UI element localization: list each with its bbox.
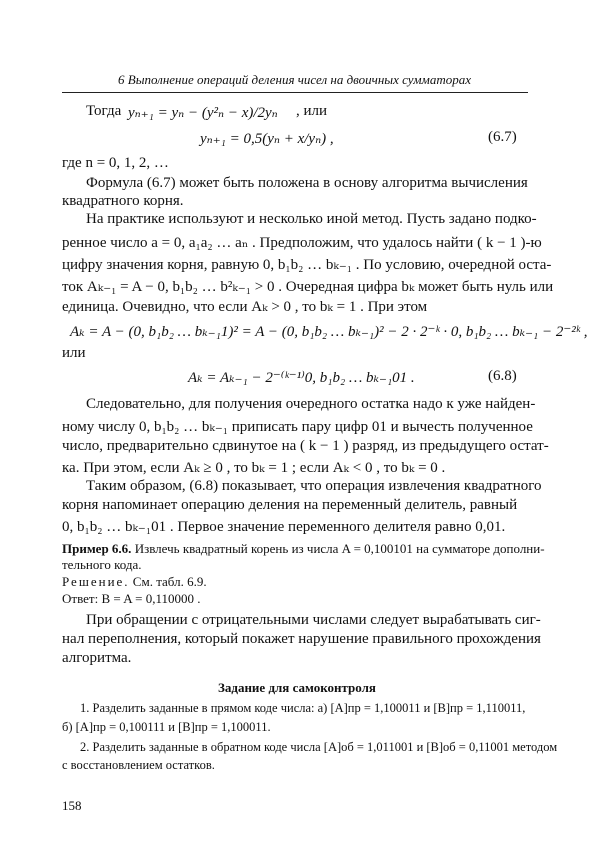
header-rule	[62, 92, 528, 93]
example-text: Извлечь квадратный корень из числа A = 0,100101 на сумматоре дополни-	[131, 541, 545, 556]
example-label: Пример 6.6.	[62, 541, 132, 556]
or-line: или	[62, 345, 86, 361]
practice-para-line-5: единица. Очевидно, что если Aₖ > 0 , то bₖ = 1 . При этом	[62, 299, 428, 315]
equation-6-8-number: (6.8)	[488, 368, 517, 384]
summary-para-line-2: корня напоминает операцию деления на переменный делитель, равный	[62, 497, 518, 513]
summary-para-line-3: 0, b₁b₂ … bₖ₋₁01 . Первое значение переменного делителя равно 0,01.	[62, 519, 506, 535]
remainder-para-line-3: число, предварительно сдвинутое на ( k − 1 ) разряд, из предыдущего остат-	[62, 438, 549, 454]
where-line: где n = 0, 1, 2, …	[62, 155, 169, 171]
running-header: 6 Выполнение операций деления чисел на двоичных сумматорах	[118, 72, 471, 87]
negative-para-line-3: алгоритма.	[62, 650, 132, 666]
equation-6-7-number: (6.7)	[488, 129, 517, 145]
practice-para-line-2: ренное число a = 0, a₁a₂ … aₙ . Предположим, что удалось найти ( k − 1 )-ю	[62, 235, 542, 251]
negative-para-line-1: При обращении с отрицательными числами следует вырабатывать сиг-	[86, 612, 541, 628]
equation-6-8: Aₖ = Aₖ₋₁ − 2⁻⁽ᵏ⁻¹⁾0, b₁b₂ … bₖ₋₁01 .	[188, 370, 415, 386]
practice-para-line-1: На практике используют и несколько иной метод. Пусть задано подко-	[86, 211, 537, 227]
negative-para-line-2: нал переполнения, который покажет нарушение правильного прохождения	[62, 631, 541, 647]
practice-para-line-4: ток Aₖ₋₁ = A − 0, b₁b₂ … b²ₖ₋₁ > 0 . Очередная цифра bₖ может быть нуль или	[62, 279, 554, 295]
remainder-para-line-4: ка. При этом, если Aₖ ≥ 0 , то bₖ = 1 ; если Aₖ < 0 , то bₖ = 0 .	[62, 460, 446, 476]
remainder-para-line-2: ному числу 0, b₁b₂ … bₖ₋₁ приписать пару цифр 01 и вычесть полученное	[62, 419, 533, 435]
newton-formula: yₙ₊₁ = yₙ − (y²ₙ − x)/2yₙ	[128, 105, 278, 121]
answer-line: Ответ: B = A = 0,110000 .	[62, 591, 201, 606]
solution-label: Решение.	[62, 574, 130, 589]
example-line-2: тельного кода.	[62, 557, 142, 572]
page-number: 158	[62, 798, 82, 813]
practice-para-line-3: цифру значения корня, равную 0, b₁b₂ … bₖ₋₁ . По условию, очередной оста-	[62, 257, 552, 273]
equation-6-7: yₙ₊₁ = 0,5(yₙ + x/yₙ) ,	[200, 131, 334, 147]
exercise-heading: Задание для самоконтроля	[218, 680, 376, 695]
task-2-line-2: с восстановлением остатков.	[62, 758, 215, 772]
remainder-para-line-1: Следовательно, для получения очередного остатка надо к уже найден-	[86, 396, 536, 412]
task-1-line-2: б) [A]пр = 0,100111 и [B]пр = 1,100011.	[62, 720, 271, 734]
expansion-equation: Aₖ = A − (0, b₁b₂ … bₖ₋₁1)² = A − (0, b₁b₂ … bₖ₋₁)² − 2 · 2⁻ᵏ · 0, b₁b₂ … bₖ₋₁ − 2⁻²ᵏ ,	[70, 324, 588, 340]
formula-para-line-2: квадратного корня.	[62, 193, 184, 209]
formula-para-line-1: Формула (6.7) может быть положена в основу алгоритма вычисления	[86, 175, 528, 191]
solution-text: См. табл. 6.9.	[129, 574, 207, 589]
newton-intro: Тогда	[86, 103, 122, 119]
summary-para-line-1: Таким образом, (6.8) показывает, что операция извлечения квадратного	[86, 478, 542, 494]
newton-or: , или	[296, 103, 328, 119]
task-1-line-1: 1. Разделить заданные в прямом коде числа: а) [A]пр = 1,100011 и [B]пр = 1,110011,	[80, 701, 526, 715]
task-2-line-1: 2. Разделить заданные в обратном коде числа [A]об = 1,011001 и [B]об = 0,11001 методом	[80, 740, 558, 754]
example-line-1	[62, 541, 545, 557]
solution-line	[62, 574, 207, 590]
